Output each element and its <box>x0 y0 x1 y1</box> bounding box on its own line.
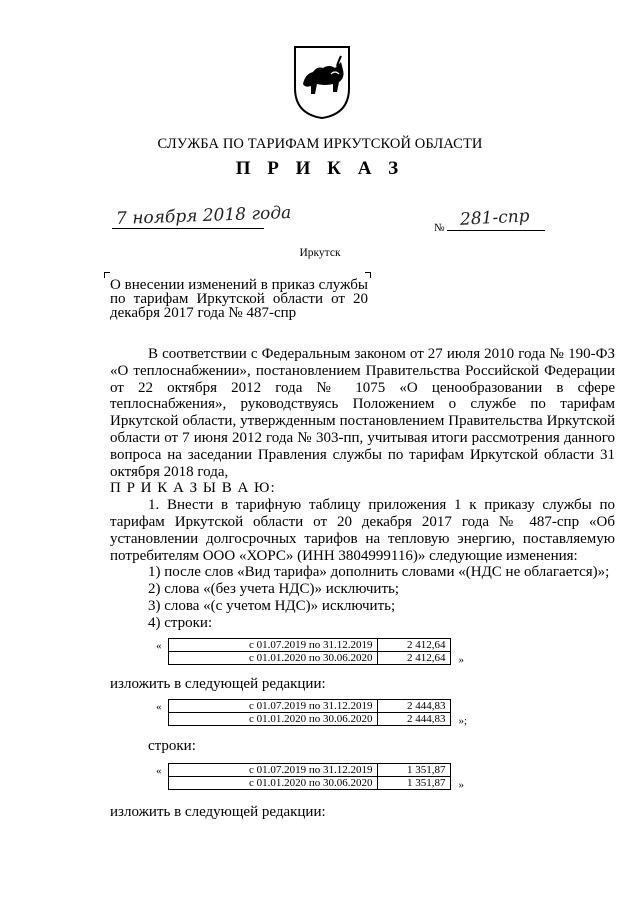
subitem-3: 3) слова «(с учетом НДС)» исключить; <box>148 597 396 614</box>
order-subject: О внесении изменений в приказ службы по тарифам Иркутской области от 20 декабря 2017 года № 487-спр <box>110 277 368 321</box>
table-row <box>168 776 450 789</box>
close-quote: » <box>458 653 464 666</box>
decree-word: П Р И К А З Ы В А Ю: <box>110 480 276 497</box>
tariff-table-block-1 <box>156 638 615 669</box>
period-cell: с 01.07.2019 по 31.12.2019 <box>168 638 377 651</box>
close-quote: » <box>458 778 464 791</box>
table-row <box>168 763 450 776</box>
intro-paragraph: В соответствии с Федеральным законом от 27 июля 2010 года № 190-ФЗ «О теплоснабжении», постановлением Правительства Российской Федерации от 22 октября 2012 года № 1075 «О ценообразовании в сфере теплоснабжения», руководствуясь Положением о службе по тарифам Иркутской области, утвержденным постановлением Правительства Иркутской области от 7 июня 2012 года № 303-пп, учитывая итоги рассмотрения данного вопроса на заседании Правления службы по тарифам Иркутской области 31 октября 2018 года, <box>110 346 615 480</box>
rows-word: строки: <box>148 737 196 754</box>
open-quote: « <box>156 701 162 714</box>
table-row <box>168 651 450 664</box>
value-cell: 1 351,87 <box>377 763 450 776</box>
date-underline <box>112 228 264 229</box>
value-cell: 2 444,83 <box>377 700 450 713</box>
period-cell: с 01.01.2020 по 30.06.2020 <box>168 776 377 789</box>
tariff-table-2 <box>168 699 451 726</box>
handwritten-date: 7 ноября 2018 года <box>115 202 292 230</box>
period-cell: с 01.07.2019 по 31.12.2019 <box>168 763 377 776</box>
tariff-table-block-2 <box>156 699 615 730</box>
period-cell: с 01.01.2020 по 30.06.2020 <box>168 713 377 726</box>
open-quote: « <box>156 764 162 777</box>
table-row <box>168 713 450 726</box>
value-cell: 2 412,64 <box>377 651 450 664</box>
open-quote: « <box>156 639 162 652</box>
city-name: Иркутск <box>299 247 341 259</box>
number-label: № <box>434 222 445 234</box>
agency-name: СЛУЖБА ПО ТАРИФАМ ИРКУТСКОЙ ОБЛАСТИ <box>157 136 483 152</box>
subitem-2: 2) слова «(без учета НДС)» исключить; <box>148 581 400 598</box>
number-underline <box>447 230 545 231</box>
replace-text-2: изложить в следующей редакции: <box>110 803 326 820</box>
table-row <box>168 638 450 651</box>
subitem-4: 4) строки: <box>148 614 213 631</box>
period-cell: с 01.07.2019 по 31.12.2019 <box>168 700 377 713</box>
period-cell: с 01.01.2020 по 30.06.2020 <box>168 651 377 664</box>
subitem-1: 1) после слов «Вид тарифа» дополнить словами «(НДС не облагается)»; <box>148 564 610 581</box>
document-body <box>110 346 615 820</box>
handwritten-number: 281-спр <box>459 206 531 230</box>
tariff-table-1 <box>168 638 451 665</box>
value-cell: 1 351,87 <box>377 776 450 789</box>
table-row <box>168 700 450 713</box>
tariff-table-3 <box>168 763 451 790</box>
document-type-title: П Р И К А З <box>235 158 405 179</box>
close-quote-semicolon: »; <box>458 715 468 728</box>
coat-of-arms-emblem <box>291 44 353 120</box>
tariff-table-block-3 <box>156 763 615 794</box>
item-1-paragraph: 1. Внести в тарифную таблицу приложения 1 к приказу службы по тарифам Иркутской области от 20 декабря 2017 года № 487-спр «Об установлении долгосрочных тарифов на тепловую энергию, поставляемую потребителям ООО «ХОРС» (ИНН 3804999116)» следующие изменения: <box>110 497 615 564</box>
replace-text-1: изложить в следующей редакции: <box>110 676 326 693</box>
value-cell: 2 412,64 <box>377 638 450 651</box>
value-cell: 2 444,83 <box>377 713 450 726</box>
